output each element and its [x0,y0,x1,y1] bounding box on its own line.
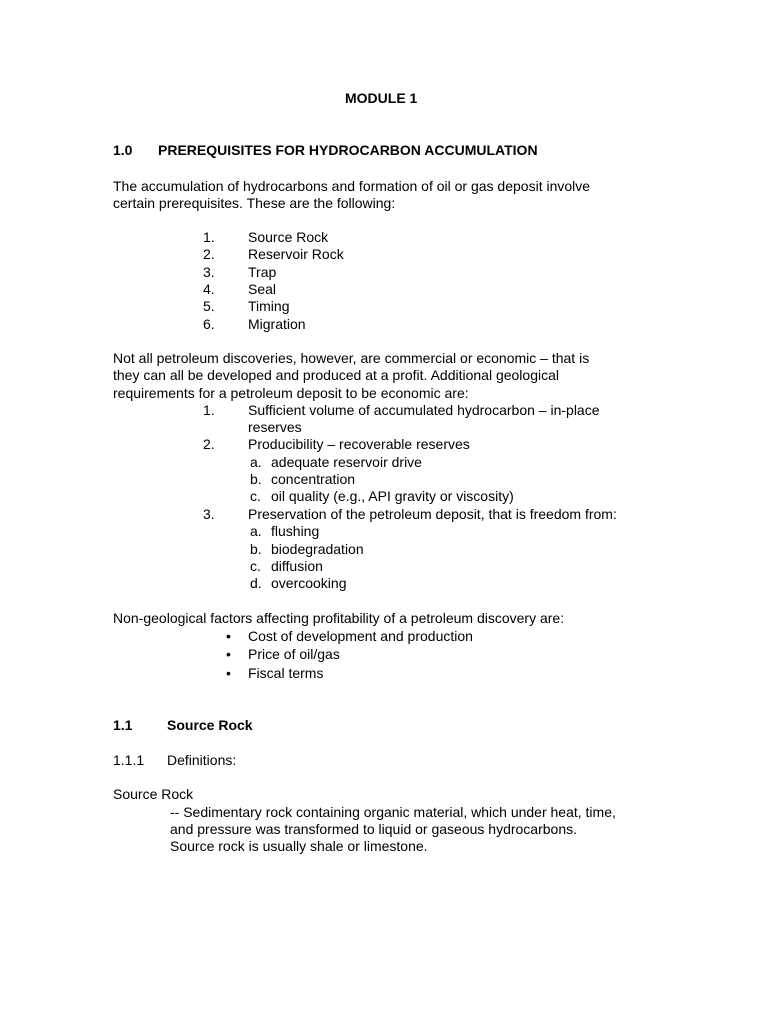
sub-list-item: overcooking [271,575,347,591]
sub-list-item: oil quality (e.g., API gravity or viscosity) [271,488,514,504]
list-number: 5. [203,298,215,314]
list-item: Producibility – recoverable reserves [248,436,470,452]
sub-list-letter: a. [250,523,262,539]
sub-list-item: biodegradation [271,541,364,557]
bullet: • [226,646,231,662]
list-number: 2. [203,246,215,262]
intro-paragraph-line: The accumulation of hydrocarbons and formation of oil or gas deposit involve [113,178,591,194]
intro-paragraph-line: certain prerequisites. These are the following: [113,195,396,211]
list-item: Seal [248,281,277,297]
sub-list-letter: d. [250,575,262,591]
list-item: Migration [248,316,306,332]
module-title: MODULE 1 [345,90,418,106]
list-item-continuation: reserves [248,419,302,435]
list-number: 1. [203,402,215,418]
section-heading: Source Rock [167,717,253,733]
list-item: Timing [248,298,290,314]
section-number: 1.1 [113,717,133,733]
subsection-number: 1.1.1 [113,752,145,768]
definition-line: and pressure was transformed to liquid or gaseous hydrocarbons. [170,821,577,837]
list-number: 2. [203,436,215,452]
list-number: 3. [203,264,215,280]
list-number: 6. [203,316,215,332]
sub-list-item: concentration [271,471,356,487]
definition-line: -- Sedimentary rock containing organic material, which under heat, time, [170,804,616,820]
economic-paragraph-line: Not all petroleum discoveries, however, are commercial or economic – that is [113,350,590,366]
list-item: Trap [248,264,277,280]
list-item: Source Rock [248,229,329,245]
list-item: Reservoir Rock [248,246,344,262]
economic-paragraph-line: they can all be developed and produced at a profit. Additional geological [113,367,559,383]
definition-term: Source Rock [113,786,194,802]
section-heading: PREREQUISITES FOR HYDROCARBON ACCUMULATION [158,142,538,158]
bullet: • [226,628,231,644]
list-number: 3. [203,506,215,522]
economic-paragraph-line: requirements for a petroleum deposit to be economic are: [113,385,469,401]
subsection-heading: Definitions: [167,752,237,768]
sub-list-item: diffusion [271,558,323,574]
sub-list-item: adequate reservoir drive [271,454,422,470]
list-item: Preservation of the petroleum deposit, that is freedom from: [248,506,617,522]
bullet-item: Cost of development and production [248,628,473,644]
list-item: Sufficient volume of accumulated hydrocarbon – in-place [248,402,600,418]
sub-list-letter: a. [250,454,262,470]
list-number: 4. [203,281,215,297]
bullet: • [226,665,231,681]
list-number: 1. [203,229,215,245]
section-number: 1.0 [113,142,133,158]
sub-list-letter: b. [250,541,262,557]
nongeo-intro: Non-geological factors affecting profitability of a petroleum discovery are: [113,610,565,626]
bullet-item: Price of oil/gas [248,646,340,662]
definition-line: Source rock is usually shale or limestone. [170,838,428,854]
sub-list-item: flushing [271,523,320,539]
sub-list-letter: b. [250,471,262,487]
sub-list-letter: c. [250,488,261,504]
bullet-item: Fiscal terms [248,665,324,681]
sub-list-letter: c. [250,558,261,574]
